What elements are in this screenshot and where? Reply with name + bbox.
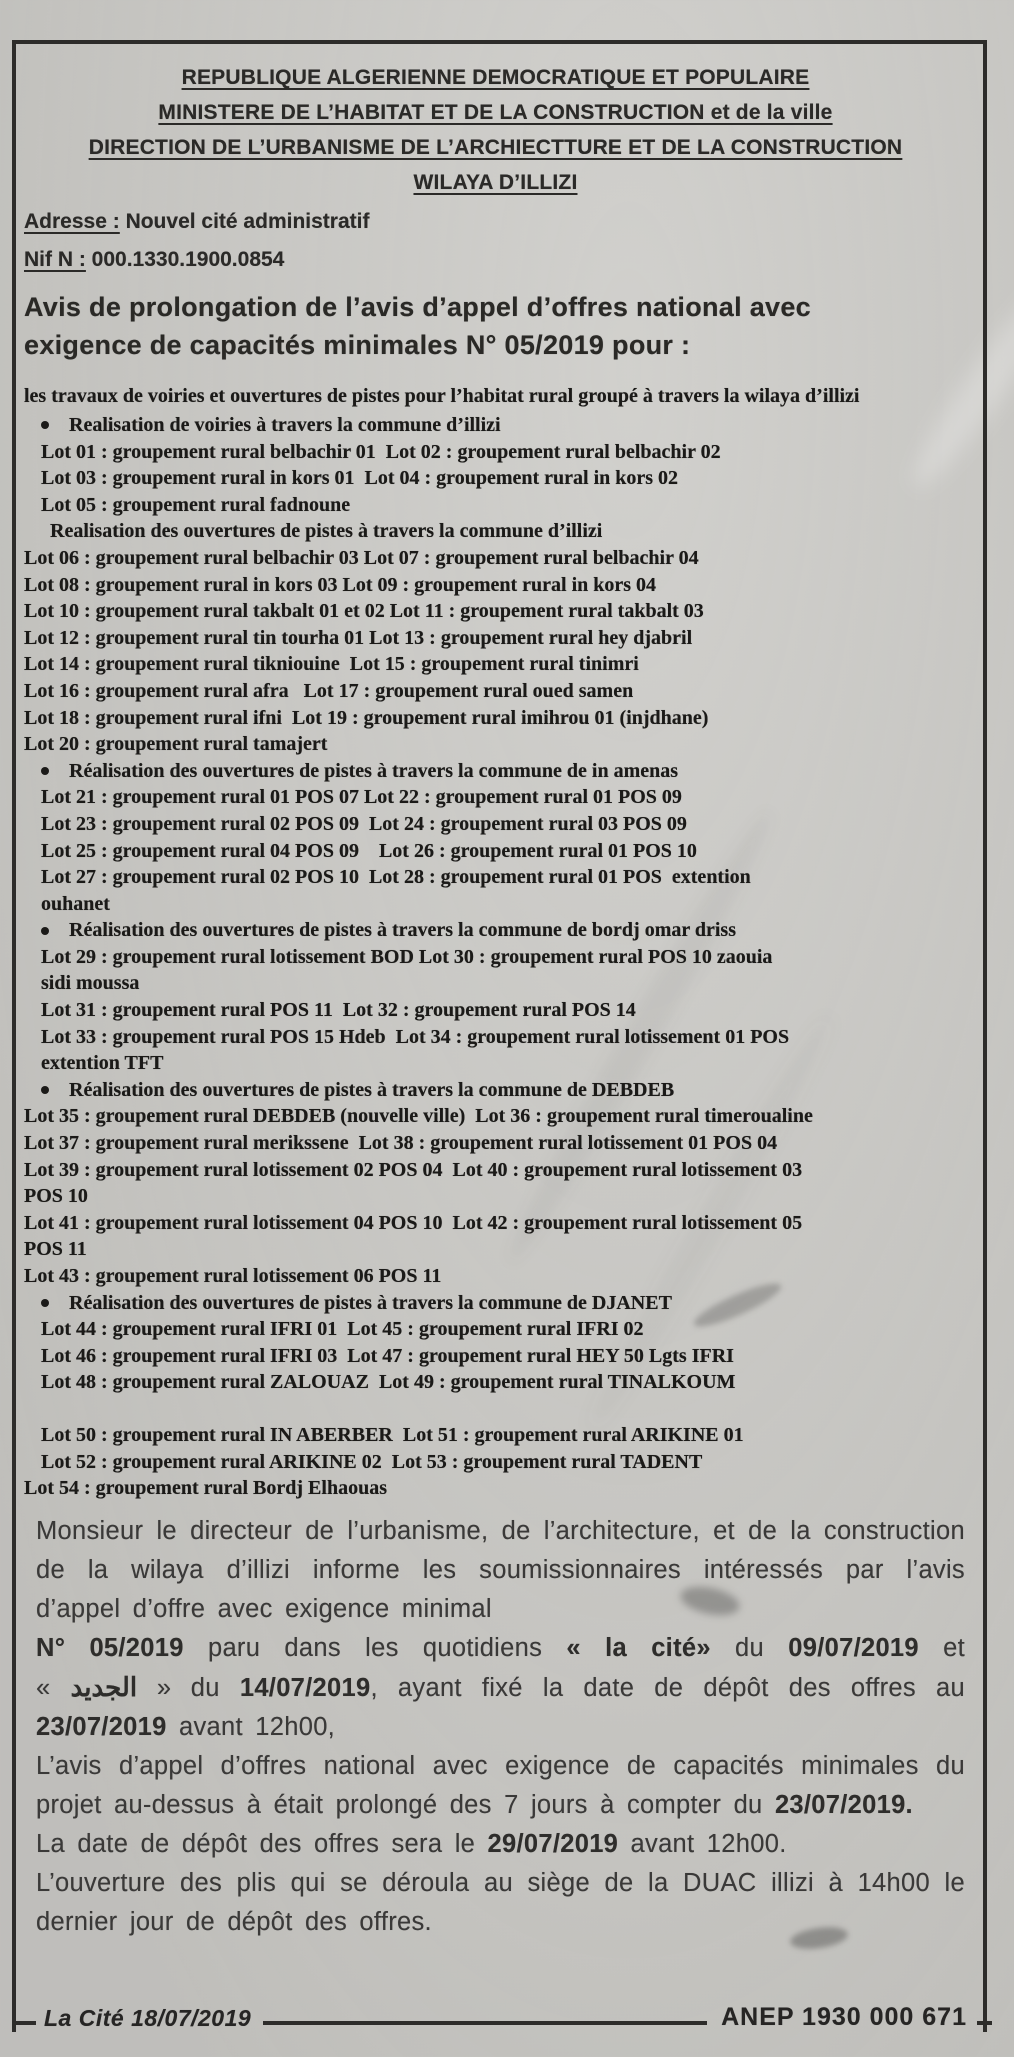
lot-line-text: POS 10: [24, 1185, 88, 1208]
footer-divider-line: [263, 2021, 707, 2025]
lot-line-text: Lot 25 : groupement rural 04 POS 09 Lot 26 : groupement rural 01 POS 10: [41, 839, 697, 862]
notice-paragraph: [36, 1825, 965, 1864]
lot-line: [41, 997, 967, 1024]
lots-list: [24, 412, 967, 1502]
lot-line: [24, 651, 967, 678]
header-line-ministry: MINISTERE DE L’HABITAT ET DE LA CONSTRUCTION et de la ville: [158, 101, 833, 124]
emphasis-text: الجديد: [70, 1671, 138, 1702]
lot-line: [24, 731, 967, 758]
lot-line-text: Lot 27 : groupement rural 02 POS 10 Lot 28 : groupement rural 01 POS extention: [41, 866, 751, 889]
lot-line: [24, 705, 967, 732]
lot-line-text: Lot 37 : groupement rural merikssene Lot 38 : groupement rural lotissement 01 POS 04: [24, 1132, 778, 1155]
lot-line-text: Lot 23 : groupement rural 02 POS 09 Lot 24 : groupement rural 03 POS 09: [41, 812, 687, 835]
lot-line-text: Realisation des ouvertures de pistes à travers la commune d’illizi: [50, 520, 603, 543]
lot-line: [41, 1024, 967, 1051]
lot-line: [24, 1263, 967, 1290]
lot-line: [41, 891, 967, 918]
lot-line-text: Réalisation des ouvertures de pistes à travers la commune de DJANET: [69, 1291, 672, 1314]
lot-line: [41, 492, 967, 519]
lot-line-text: Lot 35 : groupement rural DEBDEB (nouvelle ville) Lot 36 : groupement rural timeroualine: [24, 1105, 813, 1128]
emphasis-text: 29/07/2019: [487, 1829, 619, 1858]
lot-line: [24, 1210, 967, 1237]
emphasis-text: « la cité»: [566, 1633, 711, 1662]
footer-source-label: La Cité 18/07/2019: [44, 2005, 252, 2031]
lots-intro: les travaux de voiries et ouvertures de pistes pour l’habitat rural groupé à travers la wilaya d’illizi: [24, 385, 860, 407]
lot-line: [24, 545, 967, 572]
paragraph-text: La date de dépôt des offres sera le: [36, 1829, 488, 1858]
lot-line-text: Lot 44 : groupement rural IFRI 01 Lot 45 : groupement rural IFRI 02: [41, 1318, 644, 1341]
paragraph-text: et «: [36, 1633, 965, 1702]
paragraph-text: L’avis d’appel d’offres national avec exigence de capacités minimales du projet au-dessus à était prolongé des 7 jours à compter du: [36, 1751, 965, 1819]
lot-line-text: Lot 33 : groupement rural POS 15 Hdeb Lot 34 : groupement rural lotissement 01 POS: [41, 1025, 790, 1048]
lot-line: [24, 678, 967, 705]
lot-line: [41, 970, 967, 997]
bullet-icon: [41, 1086, 49, 1094]
bullet-icon: [41, 767, 49, 775]
lot-line: [41, 944, 967, 971]
emphasis-text: 09/07/2019: [788, 1633, 919, 1662]
paragraph-text: avant 12h00,: [166, 1712, 336, 1741]
paragraph-text: L’ouverture des plis qui se déroula au siège de la DUAC illizi à 14h00 le dernier jour de dépôt des offres.: [36, 1868, 965, 1936]
nif-label: Nif N :: [24, 248, 86, 271]
lot-line: [24, 1236, 967, 1263]
footer-anep-number: ANEP 1930 000 671: [721, 2003, 967, 2031]
lot-line: [24, 1130, 967, 1157]
notice-paragraph: [36, 1629, 965, 1747]
nif-row: [24, 244, 967, 276]
address-value: Nouvel cité administratif: [125, 210, 370, 233]
lot-line: [41, 439, 967, 466]
lot-line-text: Lot 21 : groupement rural 01 POS 07 Lot 22 : groupement rural 01 POS 09: [41, 786, 682, 809]
notice-paragraph: [36, 1864, 965, 1942]
lot-line-text: Lot 03 : groupement rural in kors 01 Lot 04 : groupement rural in kors 02: [41, 467, 679, 490]
paragraph-text: , ayant fixé la date de dépôt des offres au: [370, 1673, 965, 1702]
lot-line-text: Lot 52 : groupement rural ARIKINE 02 Lot 53 : groupement rural TADENT: [41, 1450, 703, 1473]
emphasis-text: 14/07/2019: [239, 1673, 371, 1702]
lot-line: [24, 1103, 967, 1130]
lot-line: [41, 1343, 967, 1370]
lot-line-text: Réalisation des ouvertures de pistes à travers la commune de in amenas: [69, 759, 679, 782]
notice-title-line1: Avis de prolongation de l’avis d’appel d’offres national avec: [24, 292, 811, 322]
lot-line-text: extention TFT: [41, 1052, 164, 1075]
lot-line-text: Lot 29 : groupement rural lotissement BOD Lot 30 : groupement rural POS 10 zaouia: [41, 945, 773, 968]
lot-line-text: ouhanet: [41, 892, 110, 915]
spacer: [24, 1396, 967, 1422]
lot-line-text: Lot 14 : groupement rural tikniouine Lot 15 : groupement rural tinimri: [24, 653, 639, 676]
section-bullet-line: [41, 917, 967, 944]
lot-line-text: Lot 31 : groupement rural POS 11 Lot 32 : groupement rural POS 14: [41, 999, 636, 1022]
lot-line: [41, 465, 967, 492]
lot-line-text: Lot 39 : groupement rural lotissement 02 POS 04 Lot 40 : groupement rural lotissement 03: [24, 1158, 803, 1181]
lot-line-text: Lot 43 : groupement rural lotissement 06 POS 11: [24, 1265, 442, 1287]
footer-corner-right: [977, 2021, 992, 2025]
lot-line: [50, 518, 967, 545]
header-line-wilaya: WILAYA D’ILLIZI: [413, 171, 578, 194]
address-row: [24, 206, 967, 238]
address-label: Adresse :: [24, 210, 120, 233]
section-bullet-line: [41, 1290, 967, 1317]
lot-line-text: Lot 48 : groupement rural ZALOUAZ Lot 49 : groupement rural TINALKOUM: [41, 1371, 736, 1394]
lot-line-text: Lot 20 : groupement rural tamajert: [24, 733, 328, 756]
lot-line-text: Lot 05 : groupement rural fadnoune: [41, 493, 351, 516]
section-bullet-line: [41, 1077, 967, 1104]
lot-line: [24, 598, 967, 625]
lot-line-text: Lot 12 : groupement rural tin tourha 01 Lot 13 : groupement rural hey djabril: [24, 626, 693, 649]
section-bullet-line: [41, 412, 967, 439]
lot-line: [24, 1157, 967, 1184]
emphasis-text: 23/07/2019.: [774, 1790, 913, 1819]
lot-line-text: Lot 06 : groupement rural belbachir 03 Lot 07 : groupement rural belbachir 04: [24, 546, 699, 569]
lots-section: [24, 382, 967, 1502]
lot-line: [24, 625, 967, 652]
paragraph-text: paru dans les quotidiens: [183, 1633, 567, 1662]
notice-paragraph: [36, 1512, 965, 1629]
header-line-direction: DIRECTION DE L’URBANISME DE L’ARCHIECTTURE ET DE LA CONSTRUCTION: [88, 136, 903, 159]
lot-line-text: Lot 54 : groupement rural Bordj Elhaouas: [24, 1477, 387, 1500]
lot-line-text: POS 11: [24, 1238, 87, 1261]
emphasis-text: 23/07/2019: [36, 1712, 167, 1741]
lot-line: [41, 784, 967, 811]
header-line-republic: REPUBLIQUE ALGERIENNE DEMOCRATIQUE ET POPULAIRE: [181, 66, 810, 89]
lot-line-text: Lot 16 : groupement rural afra Lot 17 : groupement rural oued samen: [24, 679, 634, 702]
section-bullet-line: [41, 758, 967, 785]
lot-line-text: Lot 50 : groupement rural IN ABERBER Lot 51 : groupement rural ARIKINE 01: [41, 1423, 744, 1446]
lot-line-text: Lot 46 : groupement rural IFRI 03 Lot 47 : groupement rural HEY 50 Lgts IFRI: [41, 1344, 734, 1367]
nif-value: 000.1330.1900.0854: [91, 248, 285, 271]
paragraph-text: du: [710, 1633, 789, 1662]
lot-line-text: Lot 41 : groupement rural lotissement 04 POS 10 Lot 42 : groupement rural lotissement 05: [24, 1211, 803, 1234]
notice-title: [24, 288, 967, 364]
paragraph-text: » du: [137, 1673, 240, 1702]
lot-line: [41, 811, 967, 838]
bullet-icon: [41, 1299, 49, 1307]
footer-corner-left: [14, 2021, 36, 2025]
lot-line: [41, 864, 967, 891]
paragraph-text: avant 12h00.: [618, 1829, 787, 1858]
bullet-icon: [41, 927, 49, 935]
notice-paragraph: [36, 1747, 965, 1825]
lot-line: [24, 1183, 967, 1210]
bullet-icon: [41, 421, 49, 429]
lot-line-text: Lot 01 : groupement rural belbachir 01 Lot 02 : groupement rural belbachir 02: [41, 440, 721, 463]
lot-line-text: Réalisation des ouvertures de pistes à travers la commune de bordj omar driss: [69, 919, 736, 942]
lot-line: [24, 1475, 967, 1502]
lot-line: [41, 1449, 967, 1476]
notice-border-frame: [12, 40, 987, 2032]
emphasis-text: N° 05/2019: [36, 1633, 184, 1662]
lot-line-text: Lot 08 : groupement rural in kors 03 Lot 09 : groupement rural in kors 04: [24, 573, 657, 596]
paragraph-text: Monsieur le directeur de l’urbanisme, de l’architecture, et de la construction de la wilaya d’illizi informe les soumissionnaires intéressés par l’avis d’appel d’offre avec exigence minimal: [36, 1516, 965, 1623]
footer-bar: [14, 1998, 992, 2032]
notice-title-line2: exigence de capacités minimales N° 05/2019 pour :: [24, 330, 691, 360]
lot-line: [41, 838, 967, 865]
lot-line: [41, 1369, 967, 1396]
lot-line: [24, 572, 967, 599]
lot-line-text: sidi moussa: [41, 972, 140, 995]
lot-line: [41, 1316, 967, 1343]
lot-line-text: Lot 18 : groupement rural ifni Lot 19 : groupement rural imihrou 01 (injdhane): [24, 706, 709, 729]
lot-line: [41, 1422, 967, 1449]
lot-line-text: Réalisation des ouvertures de pistes à travers la commune de DEBDEB: [69, 1078, 675, 1101]
notice-body: [36, 1512, 965, 1942]
document-header: [24, 60, 967, 200]
lot-line-text: Lot 10 : groupement rural takbalt 01 et 02 Lot 11 : groupement rural takbalt 03: [24, 600, 704, 623]
lot-line-text: Realisation de voiries à travers la commune d’illizi: [69, 414, 501, 436]
lot-line: [41, 1050, 967, 1077]
